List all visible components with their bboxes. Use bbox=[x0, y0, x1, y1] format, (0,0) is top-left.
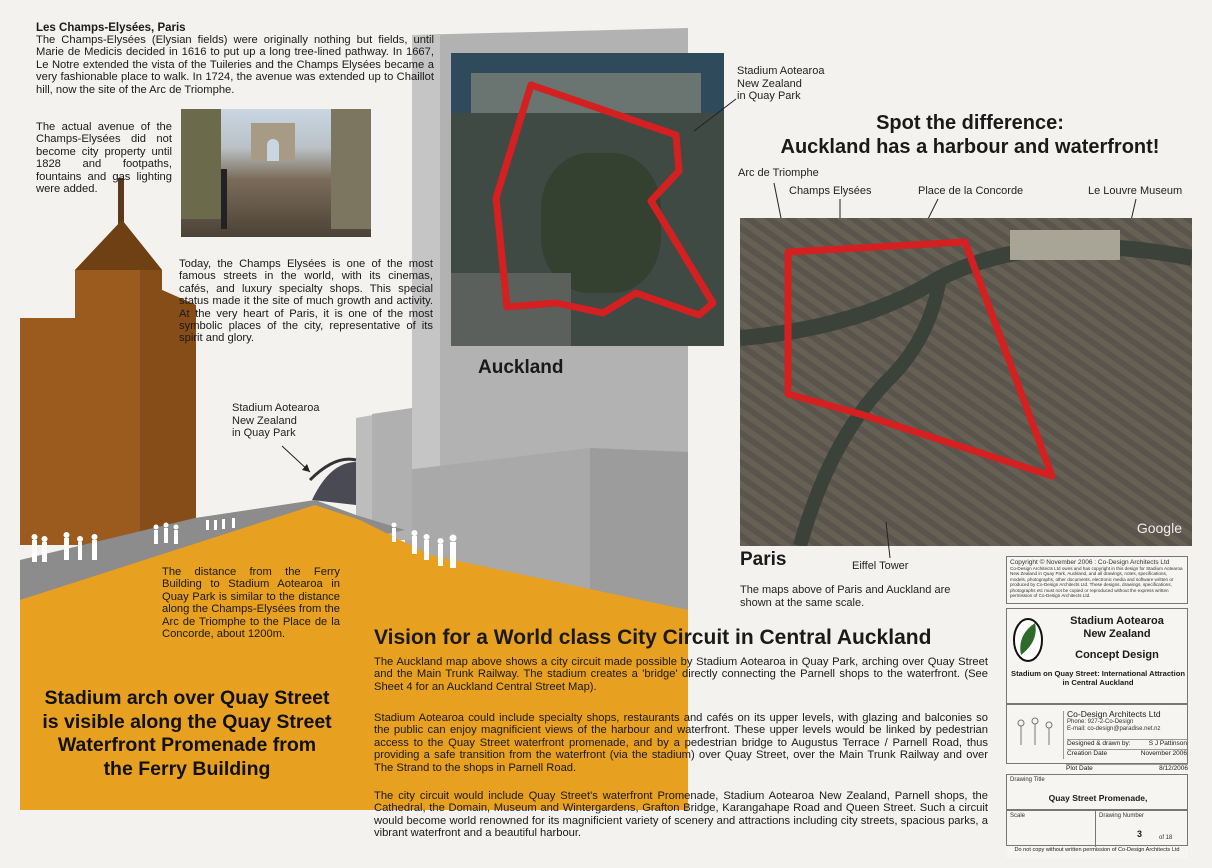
seine-river bbox=[740, 247, 1192, 338]
scale-label: Scale bbox=[1010, 813, 1026, 819]
vision-title: Vision for a World class City Circuit in Central Auckland bbox=[374, 626, 932, 649]
designed-value: S J Pattinson bbox=[1148, 740, 1187, 747]
champs-today-text: Today, the Champs Elysées is one of the most famous streets in the world, with its cinemas, cafés, and luxury specialty shops. This special status made it the site of much growth and activity. At the very heart of Paris, it is one of the most symbolic places of the city, representative of its spirit and glory. bbox=[179, 258, 433, 345]
title-block-footer: Do not copy without written permission of Co-Design Architects Ltd bbox=[1014, 847, 1180, 853]
drawing-number: 3 bbox=[1137, 829, 1143, 839]
drawing-number-label: Drawing Number bbox=[1099, 813, 1145, 819]
stadium-arch bbox=[312, 462, 356, 505]
vision-p3: The city circuit would include Quay Street's waterfront Promenade, Stadium Aotearoa New Zealand, Parnell shops, the Cathedral, the Domain, Museum and Wintergardens, Grafton Bridge, Karangahape Road and Queen Street. Such a circuit would become world renowned for its magnificient variety of scenery and attractions including city streets, spacious parks, a vibrant waterfront and a beautiful harbour. bbox=[374, 790, 988, 840]
stadium-mid-pointer bbox=[278, 442, 318, 478]
copyright-box: Copyright © November 2006 : Co-Design Architects Ltd Co-Design Architects Ltd owns and has copyright in this design for Stadium Aotearoa New Zealand in Quay Park, Auckland, and all drawings, notes, specifications, models, photographs, other documents, electronic media and software written or produced by Co-Design Architects Ltd. These designs, drawings, specifications, photographs etc must not be copied or reproduced without the express written permission of Co-Design Architects Ltd. bbox=[1006, 556, 1188, 604]
firm-name: Co-Design Architects Ltd bbox=[1067, 709, 1161, 719]
drawing-title-box bbox=[1006, 774, 1188, 810]
paris-label: Paris bbox=[740, 549, 787, 570]
paris-map bbox=[740, 218, 1192, 546]
google-watermark: Google bbox=[1136, 520, 1182, 536]
project-box bbox=[1006, 608, 1188, 704]
champs-heading: Les Champs-Elysées, Paris bbox=[36, 22, 186, 34]
stadium-logo bbox=[1011, 617, 1045, 663]
firm-phone: Phone: 927-2-Co-Design bbox=[1067, 719, 1134, 725]
champs-label: Champs Elysées bbox=[789, 185, 872, 197]
arch-caption: Stadium arch over Quay Street is visible along the Quay Street Waterfront Promenade from the Ferry Building bbox=[42, 687, 332, 780]
concept-label: Concept Design bbox=[1075, 649, 1159, 661]
drawing-number-box bbox=[1006, 810, 1188, 846]
champs-avenue-text: The actual avenue of the Champs-Elysées did not become city property until 1828 and footpaths, fountains and gas lighting were added. bbox=[36, 121, 172, 196]
paris-circuit bbox=[788, 242, 1052, 476]
louvre-label: Le Louvre Museum bbox=[1088, 185, 1183, 197]
eiffel-pointer bbox=[880, 520, 900, 560]
scale-note: The maps above of Paris and Auckland are shown at the same scale. bbox=[740, 584, 951, 609]
stadium-top-pointer bbox=[690, 95, 740, 135]
arc-label: Arc de Triomphe bbox=[738, 167, 819, 179]
stadium-label-top: Stadium Aotearoa New Zealand in Quay Park bbox=[737, 65, 825, 103]
drawing-title: Quay Street Promenade, bbox=[1048, 793, 1148, 803]
auckland-label: Auckland bbox=[478, 357, 564, 378]
firm-box bbox=[1006, 704, 1188, 764]
concorde-label: Place de la Concorde bbox=[918, 185, 1024, 197]
champs-intro-body: The Champs-Elysées (Elysian fields) were originally nothing but fields, until Marie de Medicis decided in 1616 to put up a long tree-lined pathway. In 1667, Le Notre extended the vista of the Tuileries and the Champs Elysées became a very fashionable place to walk. In 1724, the avenue was extended up to Chaillot hill, now the site of the Arc de Triomphe. bbox=[36, 34, 434, 96]
project-line2: New Zealand bbox=[1083, 628, 1151, 640]
auckland-map bbox=[451, 53, 724, 346]
drawing-title-label: Drawing Title bbox=[1010, 777, 1045, 783]
creation-value: November 2006 bbox=[1140, 749, 1187, 757]
champs-intro bbox=[36, 22, 434, 96]
spot-title: Spot the difference: Auckland has a harbour and waterfront! bbox=[780, 112, 1160, 158]
stadium-label-mid: Stadium Aotearoa New Zealand in Quay Park bbox=[232, 402, 320, 440]
plot-value: 8/12/2006 bbox=[1159, 765, 1188, 772]
vision-p2: Stadium Aotearoa could include specialty shops, restaurants and cafés on its upper levels, with glazing and balconies so the public can enjoy magnificient views of the harbour and waterfront. These upper levels would be linked by pedestrian access to the Quay Street waterfront promenade, and by a pedestrian bridge to Augustus Terrace / Parnell Road, thus providing a safe transition from the waterfront (via the stadium) over Quay Street, over the Main Trunk Railway and over The Strand to the shops in Parnell Road. bbox=[374, 712, 988, 774]
plot-label: Plot Date bbox=[1066, 765, 1093, 772]
champs-photo bbox=[181, 109, 371, 237]
creation-label: Creation Date bbox=[1067, 749, 1108, 757]
auckland-circuit bbox=[451, 53, 724, 346]
project-line1: Stadium Aotearoa bbox=[1070, 615, 1164, 627]
project-subtitle: Stadium on Quay Street: International Attraction in Central Auckland bbox=[1011, 669, 1185, 687]
eiffel-label: Eiffel Tower bbox=[852, 560, 909, 572]
distance-text: The distance from the Ferry Building to Stadium Aotearoa in Quay Park is similar to the distance along the Champs-Elysées from the Arc de Triomphe to the Place de la Concorde, about 1200m. bbox=[162, 566, 340, 641]
designed-label: Designed & drawn by: bbox=[1067, 740, 1131, 747]
vision-p1: The Auckland map above shows a city circuit made possible by Stadium Aotearoa in Quay Park, arching over Quay Street and the Main Trunk Railway. The stadium creates a 'bridge' directly connecting the Parnell shops to the waterfront. (See Sheet 4 for an Auckland Central Street Map). bbox=[374, 656, 988, 693]
title-block bbox=[1006, 556, 1188, 858]
people-sketch bbox=[1011, 711, 1064, 759]
firm-email: E-mail: co-design@paradise.net.nz bbox=[1067, 726, 1161, 732]
of-label: of 18 bbox=[1159, 835, 1173, 841]
